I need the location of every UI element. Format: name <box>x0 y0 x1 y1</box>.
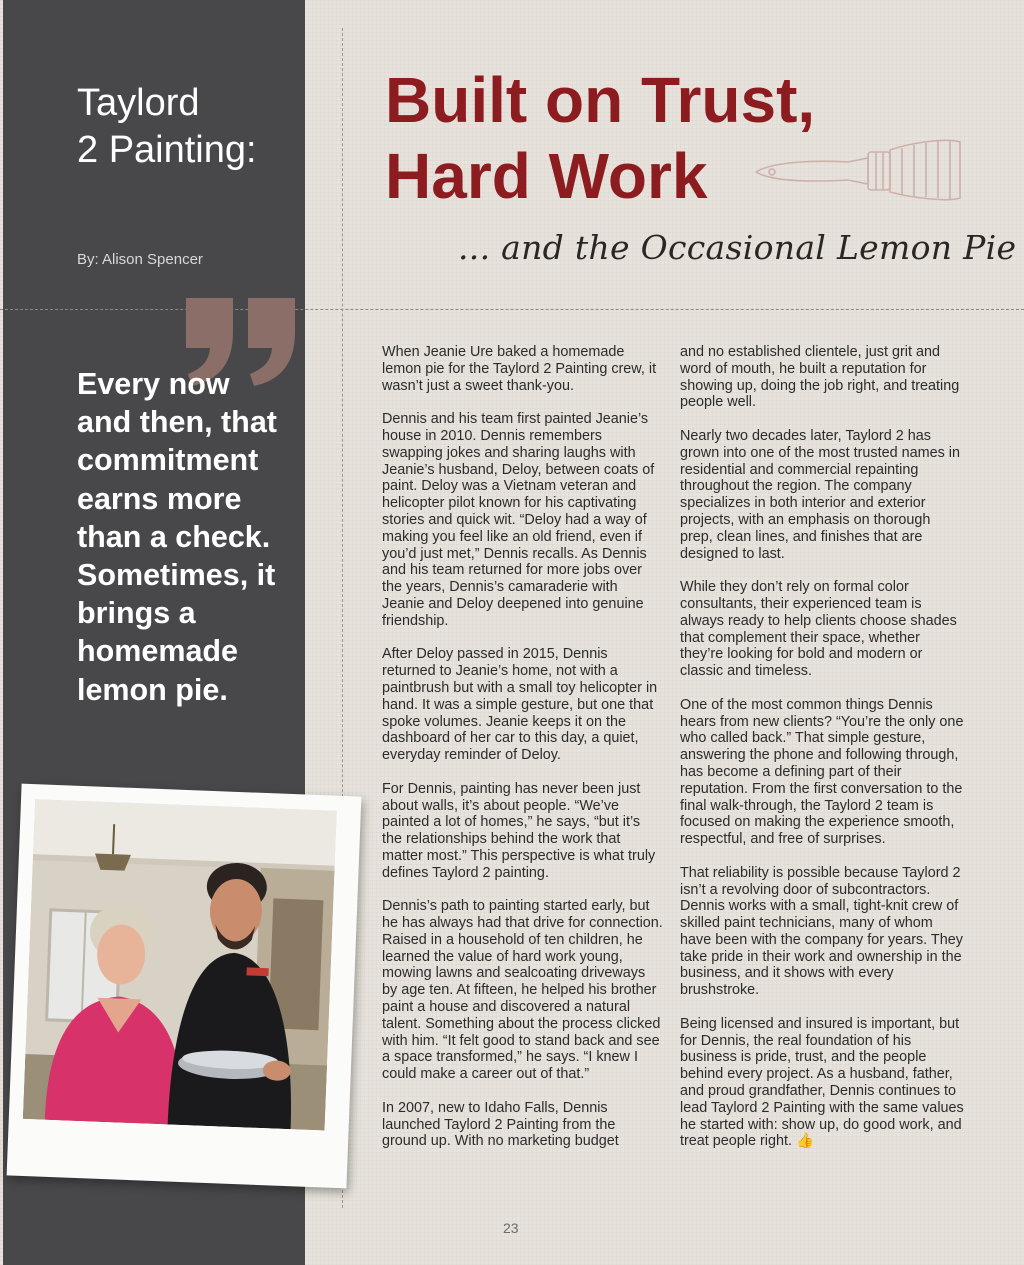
paragraph: Dennis and his team first painted Jeanie’s house in 2010. Dennis remembers swapping jokes and sharing laughs with Jeanie’s husband, Deloy, between coats of paint. Deloy was a Vietnam veteran and helicopter pilot known for his captivating stories and quick wit. “Deloy had a way of making you feel like an old friend, even if you’d just met,” Dennis recalls. As Dennis and his team returned for more jobs over the years, Dennis’s camaraderie with Jeanie and Deloy deepened into genuine friendship. <box>382 411 655 629</box>
paragraph: Dennis’s path to painting started early, but he has always had that drive for connection. Raised in a household of ten children, he learned the value of hard work young, mowing lawns and sealcoating driveways by age ten. At fifteen, he helped his brother paint a house and discovered a natural talent. Something about the process clicked with him. “It felt good to stand back and see a space transformed,” he says. “I knew I could make a career out of that.” <box>382 898 663 1083</box>
paragraph: When Jeanie Ure baked a homemade lemon pie for the Taylord 2 Painting crew, it wasn’t just a sweet thank-you. <box>382 344 657 394</box>
title-line-1: Built on Trust, <box>385 64 816 136</box>
paragraph: In 2007, new to Idaho Falls, Dennis launched Taylord 2 Painting from the ground up. With no marketing budget <box>382 1099 619 1150</box>
paragraph: That reliability is possible because Taylord 2 isn’t a revolving door of subcontractors. Dennis works with a small, tight-knit crew of skilled paint technicians, many of whom have been with the company for years. They take pride in their work and ownership in the business, and it shows with every brushstroke. <box>680 864 963 999</box>
article-subtitle: ... and the Occasional Lemon Pie <box>458 228 1017 267</box>
polaroid-photo <box>7 784 362 1189</box>
paragraph: and no established clientele, just grit and word of mouth, he built a reputation for showing up, doing the job right, and treating people well. <box>680 344 960 411</box>
paragraph <box>680 1016 964 1150</box>
paragraph: For Dennis, painting has never been just about walls, it’s about people. “We’ve painted a lot of homes,” he says, “but it’s the relationships behind the work that matter most.” This perspective is what truly defines Taylord 2 painting. <box>382 780 656 881</box>
paintbrush-icon <box>752 132 964 208</box>
page-number: 23 <box>503 1220 519 1236</box>
article-column-right <box>680 344 964 1167</box>
byline: By: Alison Spencer <box>77 251 203 268</box>
article-title <box>385 62 815 214</box>
article-column-left <box>382 344 664 1167</box>
kicker-line-1: Taylord <box>77 82 200 124</box>
paragraph: After Deloy passed in 2015, Dennis returned to Jeanie’s home, not with a paintbrush but with a small toy helicopter in hand. It was a simple gesture, but one that spoke volumes. Jeanie keeps it on the dashboard of her car to this day, a quiet, everyday reminder of Deloy. <box>382 646 658 764</box>
kicker <box>77 80 297 174</box>
paragraph: Nearly two decades later, Taylord 2 has grown into one of the most trusted names in residential and commercial repainting throughout the region. The company specializes in both interior and exterior projects, with an emphasis on thorough prep, clean lines, and finishes that are designed to last. <box>680 427 960 562</box>
paragraph: One of the most common things Dennis hears from new clients? “You’re the only one who called back.” That simple gesture, answering the phone and following through, has become a defining part of their reputation. From the first conversation to the final walk-through, the Taylord 2 team is focused on making the experience smooth, respectful, and free of surprises. <box>680 696 964 848</box>
pull-quote: Every now and then, that commitment earns more than a check. Sometimes, it brings a homemade lemon pie. <box>77 367 277 707</box>
thumbs-up-icon: 👍 <box>796 1133 814 1150</box>
paragraph-text: Being licensed and insured is important, but for Dennis, the real foundation of his business is pride, trust, and the people behind every project. As a husband, father, and proud grandfather, Dennis continues to lead Taylord 2 Painting with the same values he started with: show up, do good work, and treat people right. <box>680 1015 964 1150</box>
title-line-2: Hard Work <box>385 140 708 212</box>
photo-image <box>23 799 337 1130</box>
horizontal-divider <box>0 309 1024 310</box>
kicker-line-2: 2 Painting: <box>77 129 257 171</box>
paragraph: While they don’t rely on formal color consultants, their experienced team is always ready to help clients choose shades that complement their space, whether they’re looking for bold and modern or classic and timeless. <box>680 579 957 680</box>
photo-illustration <box>23 799 337 1130</box>
